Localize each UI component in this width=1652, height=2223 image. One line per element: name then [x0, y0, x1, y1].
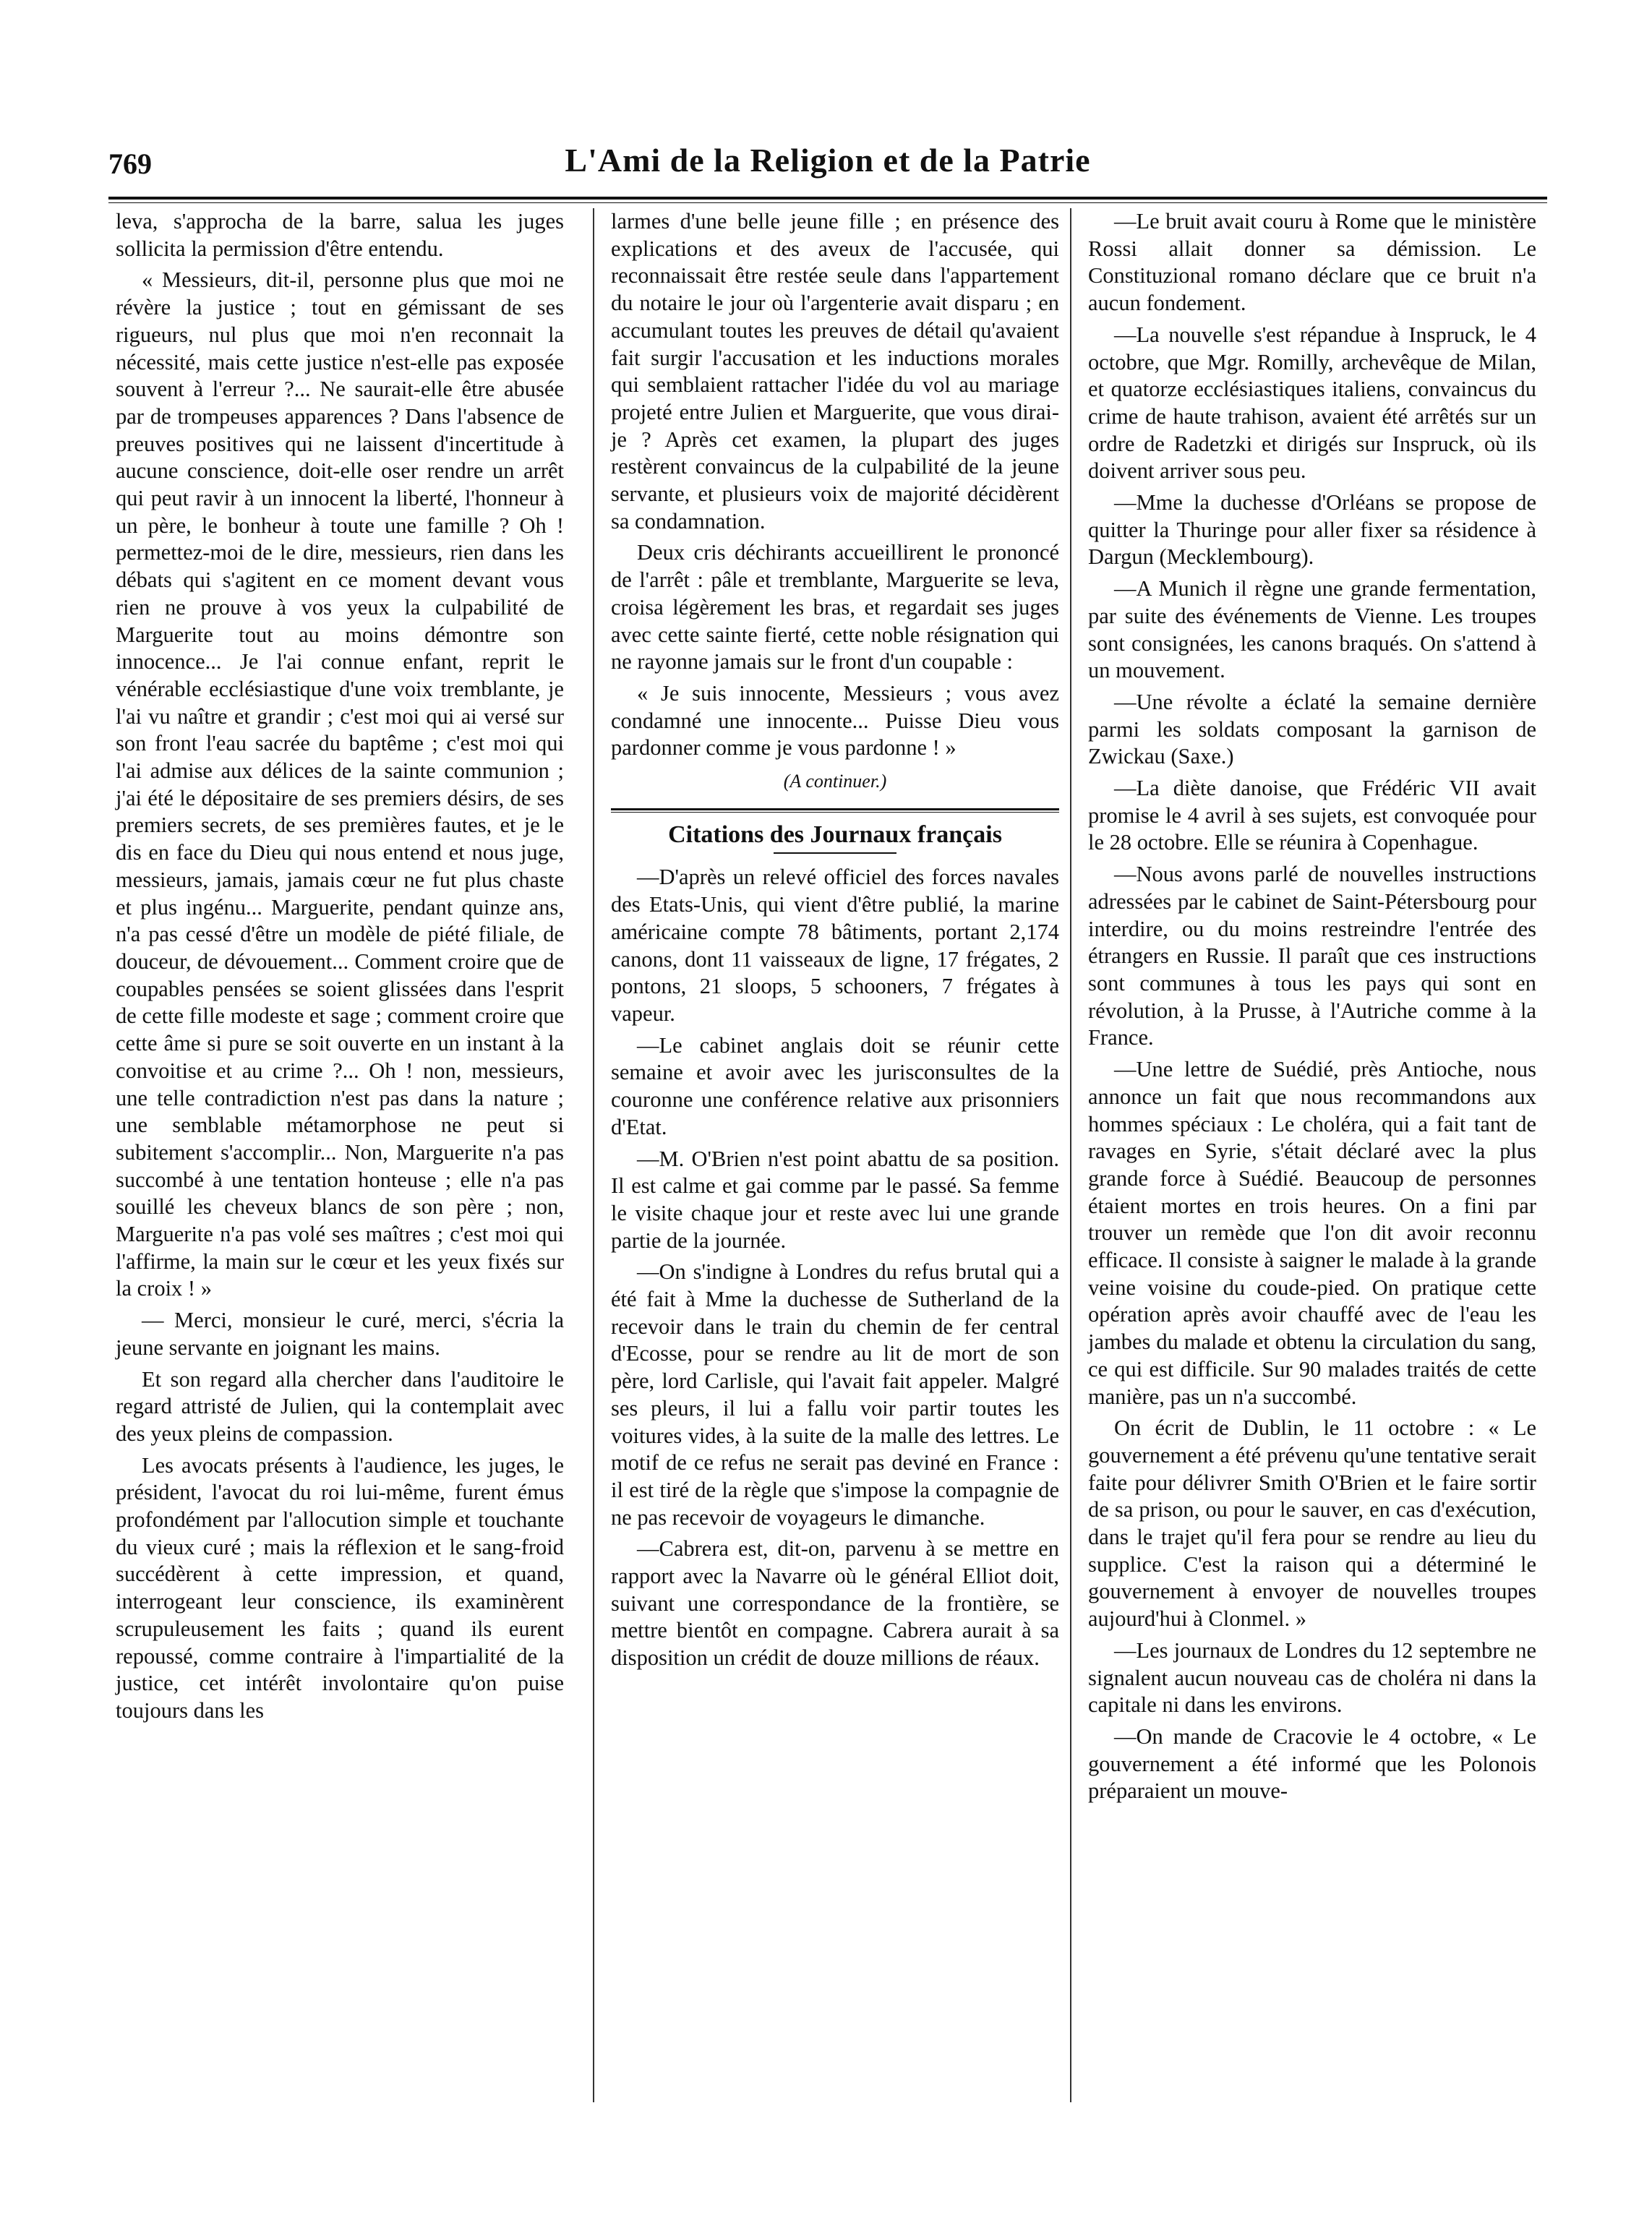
paragraph: —Nous avons parlé de nouvelles instructions adressées par le cabinet de Saint-Pétersbourg pour interdire, ou du moins restreindre l'entrée des étrangers en Russie. Il paraît que ces instructions sont communes à tous les pays qui sont en révolution, à la Prusse, à l'Autriche comme à la France.	[1088, 862, 1536, 1050]
running-title: L'Ami de la Religion et de la Patrie	[565, 142, 1091, 179]
paragraph: larmes d'une belle jeune fille ; en présence des explications et des aveux de l'accusée, qui reconnaissait être restée seule dans l'appartement du notaire le jour où l'argenterie avait disparu ; en accumulant toutes les preuves de détail qu'avaient fait surgir l'accusation et les inductions morales qui semblaient rattacher l'idée du vol au mariage projeté entre Julien et Marguerite, que vous dirai-je ? Après cet examen, la plupart des juges restèrent convaincus de la culpabilité de la jeune servante, et plusieurs voix de majorité décidèrent sa condamnation.	[611, 209, 1059, 534]
paragraph: —Mme la duchesse d'Orléans se propose de quitter la Thuringe pour aller fixer sa résidence à Dargun (Mecklembourg).	[1088, 490, 1536, 570]
paragraph: —D'après un relevé officiel des forces navales des Etats-Unis, qui vient d'être publié, la marine américaine compte 78 bâtiments, portant 2,174 canons, dont 11 vaisseaux de ligne, 17 frégates, 2 pontons, 21 sloops, 5 schooners, 7 frégates à vapeur.	[611, 865, 1059, 1026]
paragraph: —Les journaux de Londres du 12 septembre ne signalent aucun nouveau cas de choléra ni dans la capitale ni dans les environs.	[1088, 1637, 1536, 1718]
paragraph: Les avocats présents à l'audience, les juges, le président, l'avocat du roi lui-même, furent émus profondément par l'allocution simple et touchante du vieux curé ; mais la réflexion et le sang-froid succédèrent à cette impression, et quand, interrogeant leur conscience, ils examinèrent scrupuleusement les faits ; quand ils eurent repoussé, comme contraire à l'impartialité de la justice, cet intérêt involontaire qu'on puise toujours dans les	[116, 1452, 564, 1723]
paragraph: —Le bruit avait couru à Rome que le ministère Rossi allait donner sa démission. Le Constituzional romano déclare que ce bruit n'a aucun fondement.	[1088, 209, 1536, 316]
to-be-continued-note: (A continuer.)	[783, 771, 887, 792]
paragraph: « Je suis innocente, Messieurs ; vous avez condamné une innocente... Puisse Dieu vous pardonner comme je vous pardonne ! »	[611, 680, 1059, 761]
paragraph: leva, s'approcha de la barre, salua les juges sollicita la permission d'être entendu.	[116, 209, 564, 261]
section-title-rule	[774, 852, 896, 854]
paragraph: —La diète danoise, que Frédéric VII avait promise le 4 avril à ses sujets, est convoquée pour le 28 octobre. Elle se réunira à Copenhague.	[1088, 776, 1536, 855]
paragraph: Et son regard alla chercher dans l'auditoire le regard attristé de Julien, qui la contemplait avec des yeux pleins de compassion.	[116, 1366, 564, 1446]
header-rule-thin	[108, 202, 1547, 203]
column-2	[611, 208, 1059, 1676]
column-divider	[1070, 208, 1071, 2102]
section-title: Citations des Journaux français	[668, 821, 1002, 848]
paragraph: —Une révolte a éclaté la semaine dernière parmi les soldats composant la garnison de Zwickau (Saxe.)	[1088, 689, 1536, 769]
section-rule	[611, 808, 1059, 810]
paragraph: —La nouvelle s'est répandue à Inspruck, le 4 octobre, que Mgr. Romilly, archevêque de Milan, et quatorze ecclésiastiques italiens, convaincus du crime de haute trahison, avaient été arrêtés sur un ordre de Radetzki et dirigés sur Inspruck, où ils doivent arriver sous peu.	[1088, 322, 1536, 484]
paragraph: —Une lettre de Suédié, près Antioche, nous annonce un fait que nous recommandons aux hommes spéciaux : Le choléra, qui a fait tant de ravages en Syrie, s'était déclaré avec la plus grande force à Suédié. Beaucoup de personnes étaient mortes en trois heures. On a fini par trouver un remède que l'on dit avoir reconnu efficace. Il consiste à saigner le malade à la grande veine voisine du coude-pied. On pratique cette opération après avoir chauffé avec de l'eau les jambes du malade et obtenu la circulation du sang, ce qui est difficile. Sur 90 malades traités de cette manière, pas un n'a succombé.	[1088, 1057, 1536, 1409]
paragraph: —On s'indigne à Londres du refus brutal qui a été fait à Mme la duchesse de Sutherland de la recevoir dans le train du chemin de fer central d'Ecosse, pour se rendre au lit de mort de son père, lord Carlisle, qui l'avait fait appeler. Malgré ses pleurs, il lui a fallu voir partir toutes les voitures vides, à la suite de la malle des lettres. Le motif de ce refus ne serait pas deviné en France : il est tiré de la règle que s'impose la compagnie de ne pas recevoir de voyageurs le dimanche.	[611, 1259, 1059, 1530]
column-divider	[593, 208, 594, 2102]
paragraph: —Cabrera est, dit-on, parvenu à se mettre en rapport avec la Navarre où le général Elliot doit, suivant une correspondance de la frontière, se mettre bientôt en compagne. Cabrera aurait à sa disposition un crédit de douze millions de réaux.	[611, 1536, 1059, 1671]
paragraph: —On mande de Cracovie le 4 octobre, « Le gouvernement a été informé que les Polonois préparaient un mouve-	[1088, 1723, 1536, 1804]
paragraph: — Merci, monsieur le curé, merci, s'écria la jeune servante en joignant les mains.	[116, 1308, 564, 1360]
column-3	[1088, 208, 1536, 1809]
column-1	[116, 208, 564, 1729]
paragraph: Deux cris déchirants accueillirent le prononcé de l'arrêt : pâle et tremblante, Marguerite se leva, croisa légèrement les bras, et regardait ses juges avec cette sainte fierté, cette noble résignation qui ne rayonne jamais sur le front d'un coupable :	[611, 540, 1059, 674]
paragraph: —M. O'Brien n'est point abattu de sa position. Il est calme et gai comme par le passé. Sa femme le visite chaque jour et reste avec lui une grande partie de la journée.	[611, 1146, 1059, 1253]
header-rule-thick	[108, 197, 1547, 200]
paragraph: —Le cabinet anglais doit se réunir cette semaine et avoir avec les jurisconsultes de la couronne une conférence relative aux prisonniers d'Etat.	[611, 1032, 1059, 1139]
paragraph: On écrit de Dublin, le 11 octobre : « Le gouvernement a été prévenu qu'une tentative serait faite pour délivrer Smith O'Brien et le faire sortir de sa prison, ou pour le sauver, en cas d'exécution, dans le trajet qu'il fera pour se rendre au lieu du supplice. C'est la raison qui a déterminé le gouvernement à envoyer de nouvelles troupes aujourd'hui à Clonmel. »	[1088, 1415, 1536, 1632]
page-header	[108, 141, 1547, 192]
page-number: 769	[108, 147, 152, 180]
paragraph: —A Munich il règne une grande fermentation, par suite des événements de Vienne. Les troupes sont consignées, les canons braqués. On s'attend à un mouvement.	[1088, 576, 1536, 683]
section-rule-thin	[611, 812, 1059, 813]
paragraph: « Messieurs, dit-il, personne plus que moi ne révère la justice ; tout en gémissant de ses rigueurs, nul plus que moi n'en reconnait la nécessité, mais cette justice n'est-elle pas exposée souvent à l'erreur ?... Ne saurait-elle être abusée par de trompeuses apparences ? Dans l'absence de preuves positives qui ne laissent d'incertitude à aucune conscience, doit-elle oser rendre un arrêt qui peut ravir à un innocent la liberté, l'honneur à un père, le bonheur à toute une famille ? Oh ! permettez-moi de le dire, messieurs, rien dans les débats qui s'agitent en ce moment devant vous rien ne prouve à vos yeux la culpabilité de Marguerite tout au moins démontre son innocence... Je l'ai connue enfant, reprit le vénérable ecclésiastique d'une voix tremblante, je l'ai vu naître et grandir ; c'est moi qui ai versé sur son front l'eau sacrée du baptême ; c'est moi qui l'ai admise aux délices de la sainte communion ; j'ai été le dépositaire de ses premiers désirs, de ses premiers secrets, de ses premières fautes, et je le dis en face du Dieu qui nous entend et nous juge, messieurs, jamais, jamais cœur ne fut plus chaste et plus ingénu... Marguerite, pendant quinze ans, n'a pas cessé d'être un modèle de piété filiale, de douceur, de dévouement... Comment croire que de coupables pensées se soient glissées dans l'esprit de cette fille modeste et sage ; comment croire que cette âme si pure se soit ouverte en un instant à la convoitise et au crime ?... Oh ! non, messieurs, une telle contradiction n'est pas dans la nature ; une semblable métamorphose ne peut si subitement s'accomplir... Non, Marguerite n'a pas succombé à une tentation honteuse ; elle n'a pas souillé les cheveux blancs de son père ; non, Marguerite n'a pas volé ses maîtres ; c'est moi qui l'affirme, la main sur le cœur et les yeux fixés sur la croix ! »	[116, 267, 564, 1301]
